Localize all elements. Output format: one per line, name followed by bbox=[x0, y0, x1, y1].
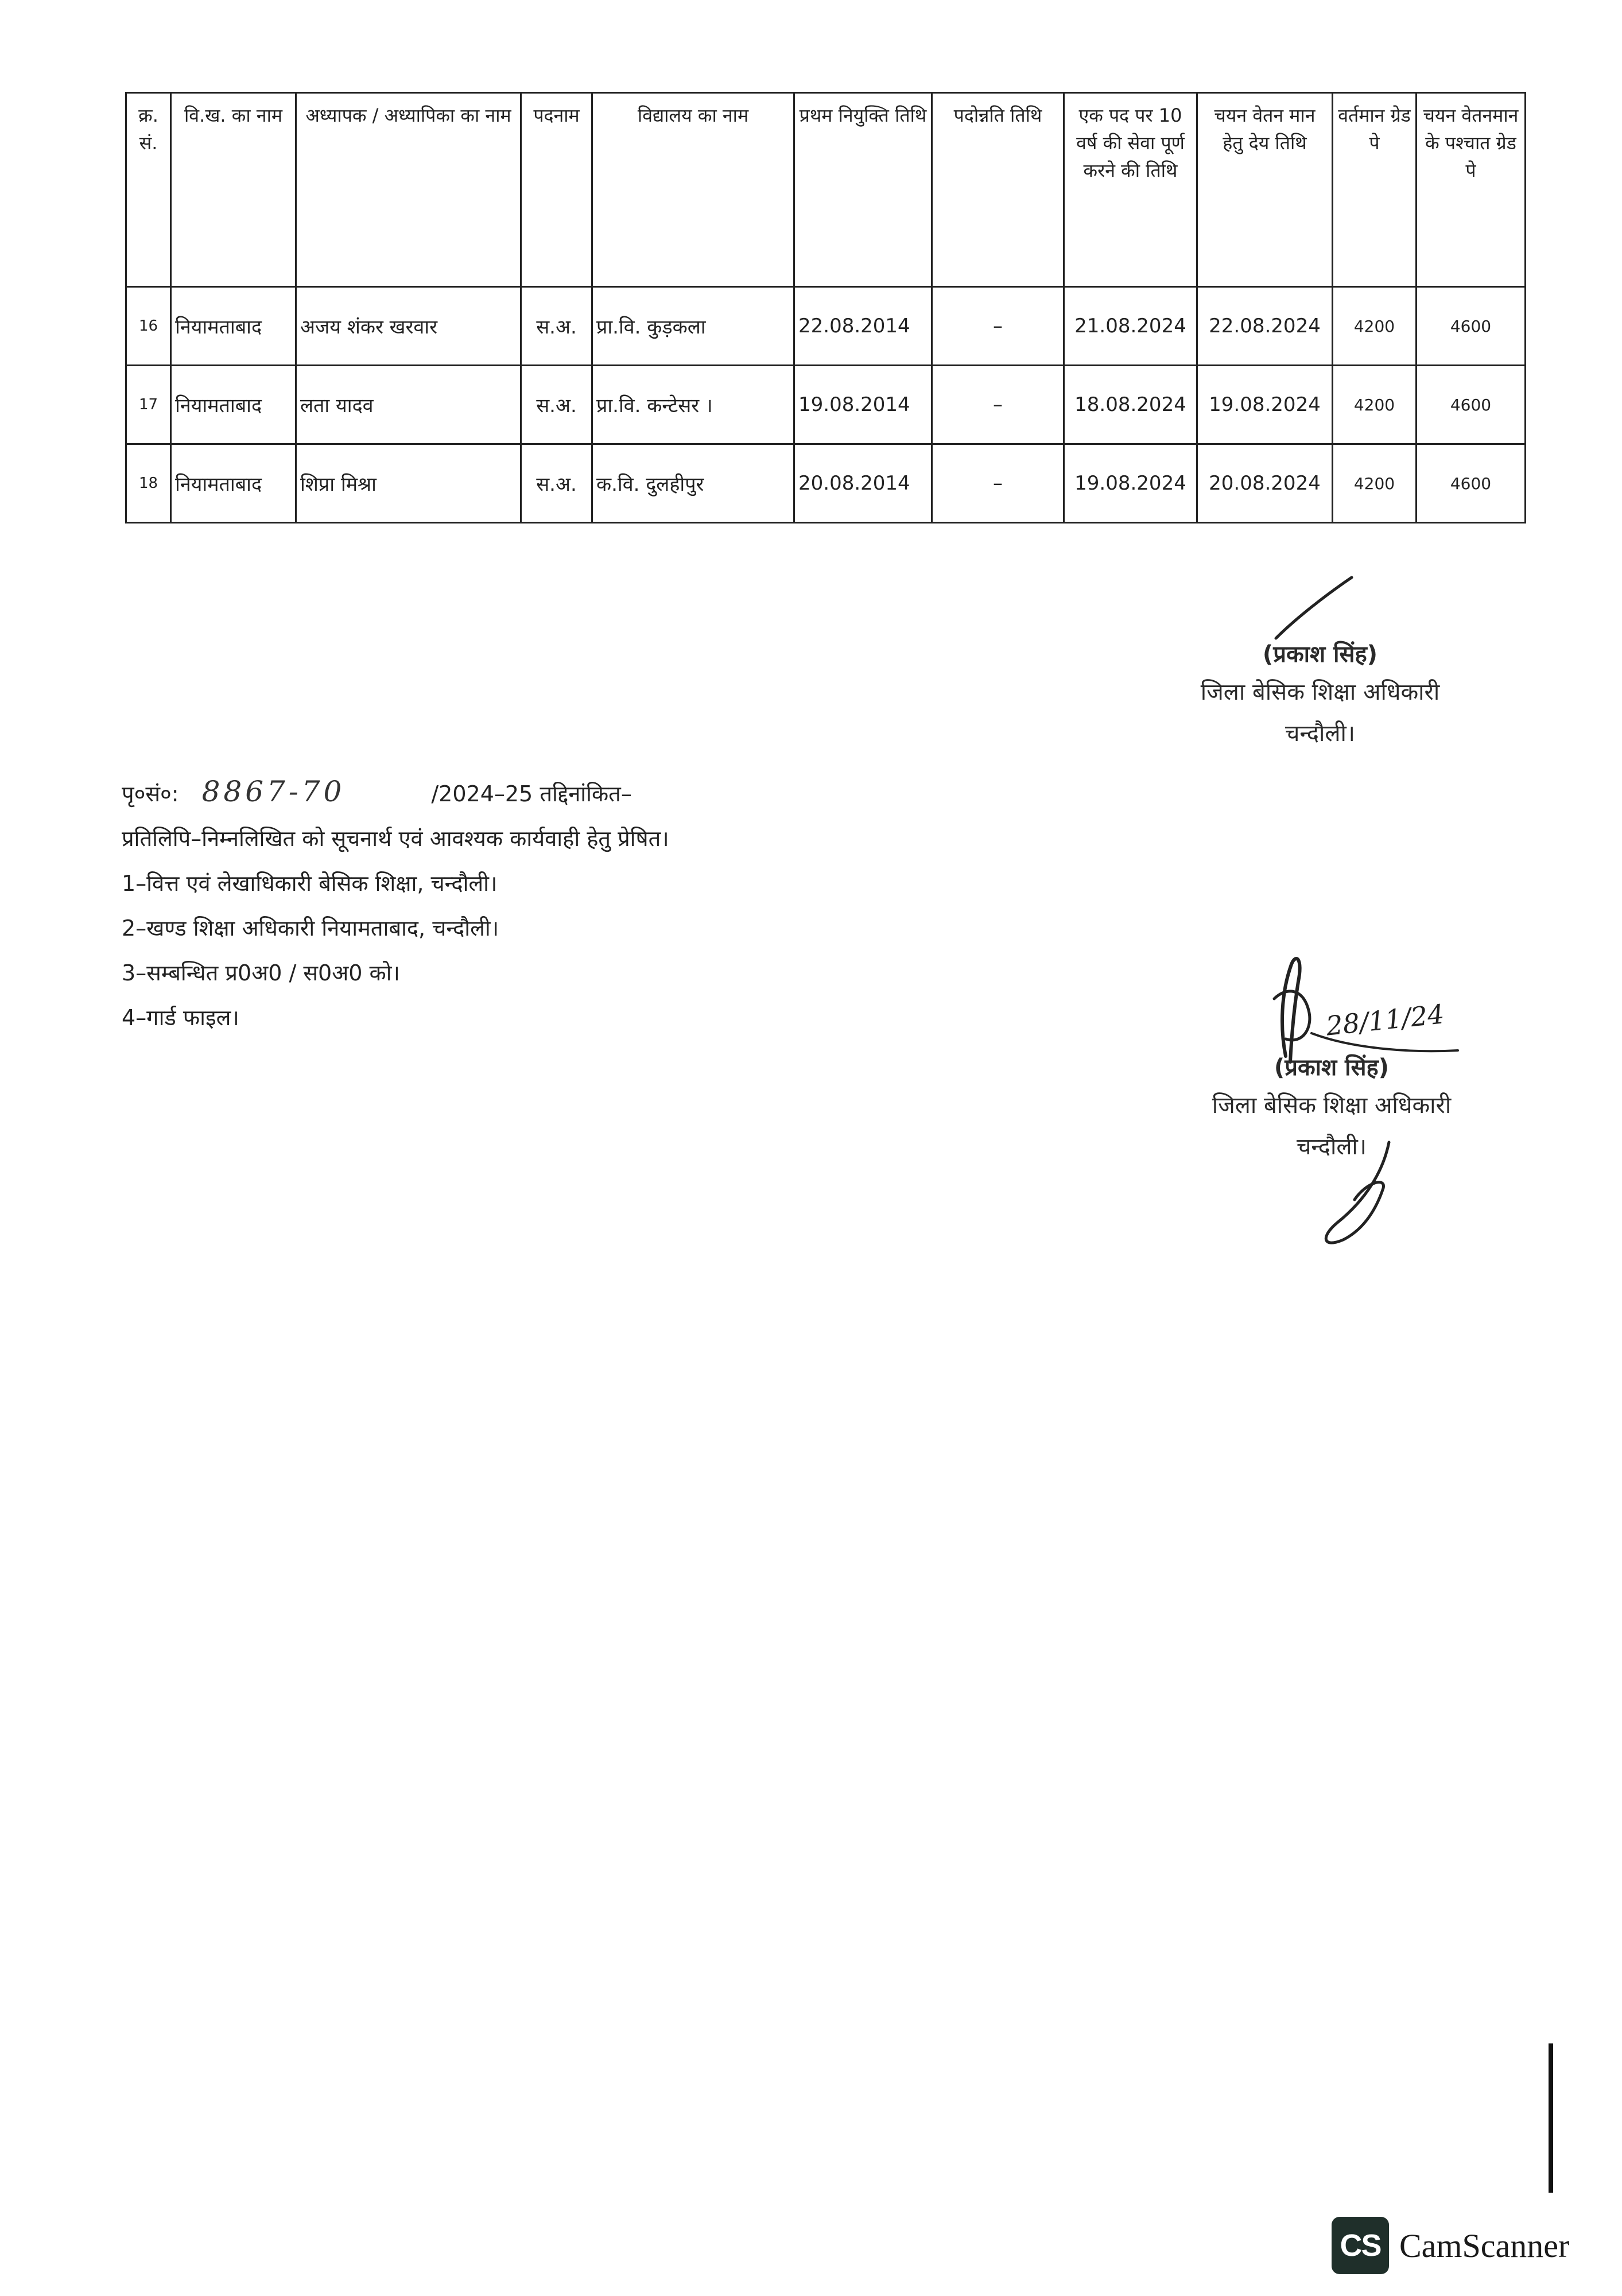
cell-promotion-date: – bbox=[932, 444, 1064, 523]
col-header-current-grade-pay: वर्तमान ग्रेड पे bbox=[1333, 93, 1417, 287]
cell-first-appointment: 19.08.2014 bbox=[794, 366, 932, 444]
reference-suffix: /2024–25 तद्दिनांकित– bbox=[431, 781, 632, 806]
cell-school: प्रा.वि. कन्टेसर । bbox=[592, 366, 794, 444]
camscanner-watermark bbox=[1332, 2217, 1569, 2274]
cell-selection-pay-date: 20.08.2024 bbox=[1197, 444, 1333, 523]
copy-item: 4–गार्ड फाइल। bbox=[122, 1005, 239, 1030]
cell-ten-year-service: 21.08.2024 bbox=[1064, 287, 1197, 366]
officer-name: (प्रकाश सिंह) bbox=[1262, 641, 1378, 668]
cell-teacher-name: शिप्रा मिश्रा bbox=[296, 444, 521, 523]
signature-date-handwritten: 28/11/24 bbox=[1324, 998, 1446, 1042]
col-header-block: वि.ख. का नाम bbox=[171, 93, 296, 287]
col-header-designation: पदनाम bbox=[521, 93, 592, 287]
signature-initials bbox=[1314, 1137, 1412, 1251]
cell-school: क.वि. दुलहीपुर bbox=[592, 444, 794, 523]
cell-first-appointment: 20.08.2014 bbox=[794, 444, 932, 523]
col-header-revised-grade-pay: चयन वेतनमान के पश्चात ग्रेड पे bbox=[1417, 93, 1526, 287]
cell-designation: स.अ. bbox=[521, 444, 592, 523]
cell-selection-pay-date: 19.08.2024 bbox=[1197, 366, 1333, 444]
cell-ten-year-service: 19.08.2024 bbox=[1064, 444, 1197, 523]
officer-place: चन्दौली। bbox=[1285, 720, 1355, 747]
col-header-teacher-name: अध्यापक / अध्यापिका का नाम bbox=[296, 93, 521, 287]
cell-current-grade-pay: 4200 bbox=[1333, 444, 1417, 523]
table-row bbox=[126, 287, 1526, 366]
col-header-school: विद्यालय का नाम bbox=[592, 93, 794, 287]
copy-intro: प्रतिलिपि–निम्नलिखित को सूचनार्थ एवं आवश्यक कार्यवाही हेतु प्रेषित। bbox=[122, 826, 669, 851]
table-row bbox=[126, 444, 1526, 523]
cell-ten-year-service: 18.08.2024 bbox=[1064, 366, 1197, 444]
table-header-row bbox=[126, 93, 1526, 287]
cell-designation: स.अ. bbox=[521, 366, 592, 444]
cell-current-grade-pay: 4200 bbox=[1333, 287, 1417, 366]
cell-teacher-name: अजय शंकर खरवार bbox=[296, 287, 521, 366]
cell-serial: 17 bbox=[126, 366, 171, 444]
signature-block-top bbox=[1119, 637, 1521, 754]
cell-current-grade-pay: 4200 bbox=[1333, 366, 1417, 444]
cell-serial: 18 bbox=[126, 444, 171, 523]
cell-first-appointment: 22.08.2014 bbox=[794, 287, 932, 366]
teacher-selection-pay-table bbox=[125, 92, 1526, 523]
col-header-promotion-date: पदोन्नति तिथि bbox=[932, 93, 1064, 287]
cell-block: नियामताबाद bbox=[171, 366, 296, 444]
cell-promotion-date: – bbox=[932, 366, 1064, 444]
cell-block: नियामताबाद bbox=[171, 287, 296, 366]
col-header-selection-pay-date: चयन वेतन मान हेतु देय तिथि bbox=[1197, 93, 1333, 287]
col-header-first-appointment: प्रथम नियुक्ति तिथि bbox=[794, 93, 932, 287]
cell-promotion-date: – bbox=[932, 287, 1064, 366]
cell-selection-pay-date: 22.08.2024 bbox=[1197, 287, 1333, 366]
cell-revised-grade-pay: 4600 bbox=[1417, 366, 1526, 444]
copy-item: 2–खण्ड शिक्षा अधिकारी नियामताबाद, चन्दौली। bbox=[122, 916, 499, 941]
copy-item: 1–वित्त एवं लेखाधिकारी बेसिक शिक्षा, चन्दौली। bbox=[122, 871, 498, 896]
distribution-section bbox=[122, 769, 983, 1040]
cell-designation: स.अ. bbox=[521, 287, 592, 366]
copy-item: 3–सम्बन्धित प्र0अ0 / स0अ0 को। bbox=[122, 960, 400, 986]
reference-line bbox=[122, 769, 983, 816]
cell-teacher-name: लता यादव bbox=[296, 366, 521, 444]
col-header-ten-year-service: एक पद पर 10 वर्ष की सेवा पूर्ण करने की तिथि bbox=[1064, 93, 1197, 287]
cell-school: प्रा.वि. कुड़कला bbox=[592, 287, 794, 366]
cell-revised-grade-pay: 4600 bbox=[1417, 287, 1526, 366]
officer-designation: जिला बेसिक शिक्षा अधिकारी bbox=[1212, 1092, 1452, 1119]
table-row bbox=[126, 366, 1526, 444]
officer-name: (प्रकाश सिंह) bbox=[1274, 1054, 1390, 1081]
signature-stroke-top bbox=[1271, 574, 1357, 643]
officer-designation: जिला बेसिक शिक्षा अधिकारी bbox=[1200, 679, 1440, 705]
camscanner-brand: CamScanner bbox=[1399, 2227, 1570, 2264]
col-header-serial: क्र. सं. bbox=[126, 93, 171, 287]
officer-place: चन्दौली। bbox=[1297, 1134, 1367, 1160]
cell-block: नियामताबाद bbox=[171, 444, 296, 523]
camscanner-logo-icon: CS bbox=[1332, 2217, 1389, 2274]
cell-revised-grade-pay: 4600 bbox=[1417, 444, 1526, 523]
cell-serial: 16 bbox=[126, 287, 171, 366]
reference-prefix: पृ०सं०: bbox=[122, 781, 179, 806]
reference-number-handwritten: 8867-70 bbox=[201, 775, 346, 808]
scan-edge-mark bbox=[1549, 2043, 1553, 2193]
